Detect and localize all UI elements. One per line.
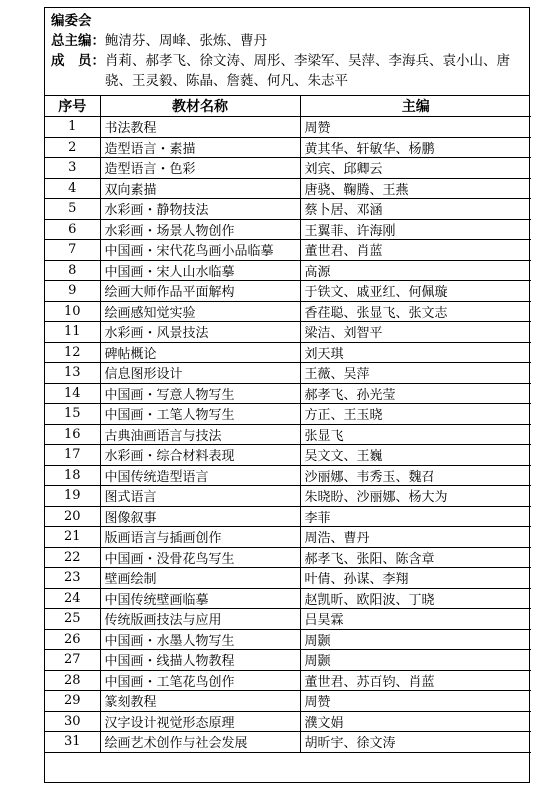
textbook-name: 造型语言・素描 [100, 137, 300, 158]
committee-section [45, 8, 529, 96]
row-number: 8 [45, 260, 100, 281]
editor-names: 香荏聪、张显飞、张文志 [300, 301, 531, 322]
textbook-name: 水彩画・场景人物创作 [100, 219, 300, 240]
textbook-name: 篆刻教程 [100, 691, 300, 712]
column-header-number: 序号 [45, 96, 100, 117]
editor-names: 吕昊霖 [300, 609, 531, 630]
editor-names: 叶倩、孙谋、李翔 [300, 568, 531, 589]
row-number: 7 [45, 240, 100, 261]
row-number: 17 [45, 445, 100, 466]
committee-title: 编委会 [51, 13, 92, 29]
row-number: 20 [45, 506, 100, 527]
members-line [51, 51, 523, 91]
table-row [45, 588, 531, 609]
editor-names: 张显飞 [300, 424, 531, 445]
row-number: 21 [45, 527, 100, 548]
textbook-name: 绘画大师作品平面解构 [100, 281, 300, 302]
column-header-textbook: 教材名称 [100, 96, 300, 117]
editor-names: 周浩、曹丹 [300, 527, 531, 548]
textbook-name: 图式语言 [100, 486, 300, 507]
table-row [45, 650, 531, 671]
table-row [45, 465, 531, 486]
members-names: 肖莉、郝孝飞、徐文涛、周彤、李梁军、吴萍、李海兵、袁小山、唐骁、王灵毅、陈晶、詹蕤、何凡、朱志平 [105, 53, 510, 89]
row-number: 11 [45, 322, 100, 343]
table-row [45, 568, 531, 589]
textbook-name: 中国画・写意人物写生 [100, 383, 300, 404]
table-row [45, 445, 531, 466]
table-row [45, 219, 531, 240]
textbook-name: 书法教程 [100, 117, 300, 138]
row-number: 9 [45, 281, 100, 302]
chief-editors-names: 鲍清芬、周峰、张炼、曹丹 [105, 33, 267, 49]
book-list-document [44, 7, 530, 783]
textbook-name: 中国传统壁画临摹 [100, 588, 300, 609]
column-header-editor: 主编 [300, 96, 531, 117]
table-row [45, 732, 531, 753]
row-number: 16 [45, 424, 100, 445]
editor-names: 王薇、吴萍 [300, 363, 531, 384]
table-body [45, 117, 531, 753]
table-row [45, 363, 531, 384]
editor-names: 李菲 [300, 506, 531, 527]
row-number: 18 [45, 465, 100, 486]
row-number: 4 [45, 178, 100, 199]
editor-names: 蔡卜居、邓涵 [300, 199, 531, 220]
row-number: 15 [45, 404, 100, 425]
table-row [45, 383, 531, 404]
editor-names: 唐骁、鞠腾、王燕 [300, 178, 531, 199]
row-number: 6 [45, 219, 100, 240]
row-number: 2 [45, 137, 100, 158]
members-label: 成 员： [51, 53, 105, 69]
editor-names: 周赞 [300, 691, 531, 712]
textbook-name: 版画语言与插画创作 [100, 527, 300, 548]
row-number: 29 [45, 691, 100, 712]
row-number: 30 [45, 711, 100, 732]
textbook-name: 壁画绘制 [100, 568, 300, 589]
row-number: 25 [45, 609, 100, 630]
row-number: 3 [45, 158, 100, 179]
textbook-name: 双向素描 [100, 178, 300, 199]
row-number: 1 [45, 117, 100, 138]
textbook-name: 绘画感知觉实验 [100, 301, 300, 322]
editor-names: 吴文文、王巍 [300, 445, 531, 466]
row-number: 13 [45, 363, 100, 384]
textbook-name: 古典油画语言与技法 [100, 424, 300, 445]
editor-names: 周赞 [300, 117, 531, 138]
textbook-name: 中国画・水墨人物写生 [100, 629, 300, 650]
row-number: 12 [45, 342, 100, 363]
textbook-name: 中国画・工笔人物写生 [100, 404, 300, 425]
textbook-name: 信息图形设计 [100, 363, 300, 384]
textbook-name: 中国画・工笔花鸟创作 [100, 670, 300, 691]
textbook-name: 绘画艺术创作与社会发展 [100, 732, 300, 753]
table-row [45, 486, 531, 507]
table-row [45, 178, 531, 199]
textbook-name: 水彩画・综合材料表现 [100, 445, 300, 466]
textbook-name: 中国画・没骨花鸟写生 [100, 547, 300, 568]
editor-names: 黄其华、轩敏华、杨鹏 [300, 137, 531, 158]
editor-names: 胡昕宇、徐文涛 [300, 732, 531, 753]
textbook-name: 中国画・线描人物教程 [100, 650, 300, 671]
table-row [45, 404, 531, 425]
textbook-name: 碑帖概论 [100, 342, 300, 363]
editor-names: 郝孝飞、张阳、陈含章 [300, 547, 531, 568]
textbook-name: 汉字设计视觉形态原理 [100, 711, 300, 732]
table-row [45, 117, 531, 138]
row-number: 24 [45, 588, 100, 609]
table-row [45, 506, 531, 527]
table-row [45, 342, 531, 363]
editor-names: 高源 [300, 260, 531, 281]
editor-names: 濮文娟 [300, 711, 531, 732]
editor-names: 方正、王玉晓 [300, 404, 531, 425]
editor-names: 董世君、苏百钧、肖蓝 [300, 670, 531, 691]
editor-names: 郝孝飞、孙光莹 [300, 383, 531, 404]
table-header-row [45, 96, 531, 117]
textbook-table [45, 96, 531, 753]
editor-names: 沙丽娜、韦秀玉、魏召 [300, 465, 531, 486]
editor-names: 于铁文、戚亚红、何佩璇 [300, 281, 531, 302]
chief-editors-label: 总主编： [51, 33, 105, 49]
textbook-name: 造型语言・色彩 [100, 158, 300, 179]
textbook-name: 中国画・宋代花鸟画小品临摹 [100, 240, 300, 261]
table-row [45, 199, 531, 220]
table-row [45, 301, 531, 322]
row-number: 22 [45, 547, 100, 568]
row-number: 26 [45, 629, 100, 650]
editor-names: 周颢 [300, 650, 531, 671]
editor-names: 董世君、肖蓝 [300, 240, 531, 261]
editor-names: 梁洁、刘智平 [300, 322, 531, 343]
table-row [45, 158, 531, 179]
table-row [45, 424, 531, 445]
row-number: 5 [45, 199, 100, 220]
row-number: 31 [45, 732, 100, 753]
table-row [45, 281, 531, 302]
editor-names: 刘天琪 [300, 342, 531, 363]
row-number: 14 [45, 383, 100, 404]
table-row [45, 322, 531, 343]
table-row [45, 260, 531, 281]
row-number: 27 [45, 650, 100, 671]
table-row [45, 629, 531, 650]
row-number: 19 [45, 486, 100, 507]
textbook-name: 传统版画技法与应用 [100, 609, 300, 630]
editor-names: 王翼菲、许海刚 [300, 219, 531, 240]
textbook-name: 水彩画・静物技法 [100, 199, 300, 220]
row-number: 28 [45, 670, 100, 691]
textbook-name: 水彩画・风景技法 [100, 322, 300, 343]
editor-names: 刘宾、邱卿云 [300, 158, 531, 179]
table-row [45, 137, 531, 158]
table-row [45, 711, 531, 732]
row-number: 23 [45, 568, 100, 589]
table-row [45, 547, 531, 568]
table-row [45, 240, 531, 261]
textbook-name: 中国传统造型语言 [100, 465, 300, 486]
editor-names: 周颢 [300, 629, 531, 650]
editor-names: 朱晓盼、沙丽娜、杨大为 [300, 486, 531, 507]
table-row [45, 670, 531, 691]
editor-names: 赵凯昕、欧阳波、丁晓 [300, 588, 531, 609]
table-row [45, 609, 531, 630]
table-row [45, 527, 531, 548]
textbook-name: 中国画・宋人山水临摹 [100, 260, 300, 281]
row-number: 10 [45, 301, 100, 322]
textbook-name: 图像叙事 [100, 506, 300, 527]
chief-editors-line [51, 31, 523, 51]
table-row [45, 691, 531, 712]
